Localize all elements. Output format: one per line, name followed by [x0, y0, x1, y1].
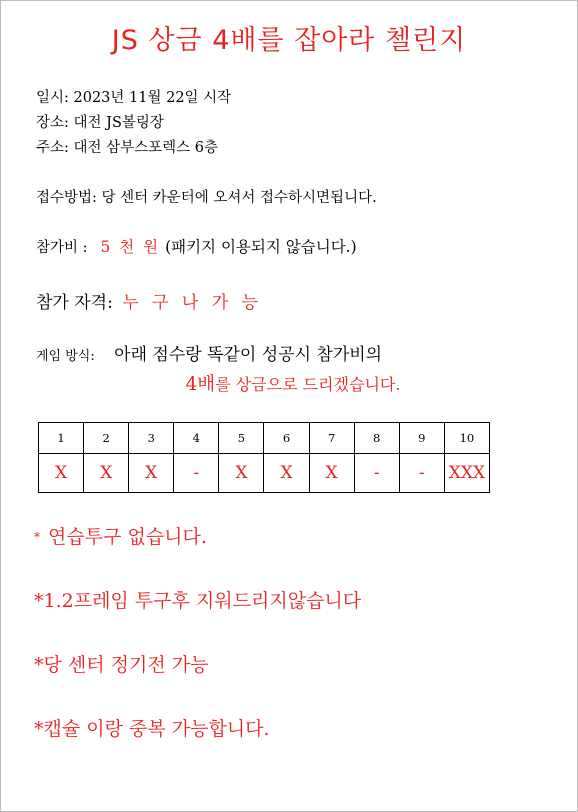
frame-mark-cell: X	[129, 454, 174, 493]
note-no-erase: *1.2프레임 투구후 지워드리지않습니다	[34, 590, 362, 612]
frame-mark-cell: X	[219, 454, 264, 493]
game-method	[36, 340, 382, 365]
frame-number-cell: 10	[444, 423, 489, 454]
frame-number-cell: 1	[39, 423, 84, 454]
frame-number-cell: 5	[219, 423, 264, 454]
prize-multiplier: 4배	[185, 374, 216, 395]
game-method-line1: 아래 점수랑 똑같이 성공시 참가비의	[114, 345, 383, 365]
note-asterisk: *	[34, 530, 40, 544]
event-place: 장소: 대전 JS볼링장	[36, 115, 164, 131]
frame-mark-cell: -	[174, 454, 219, 493]
frame-mark-cell: -	[354, 454, 399, 493]
frame-mark-cell: XXX	[444, 454, 489, 493]
qualification-label: 참가 자격:	[36, 293, 113, 313]
frame-number-row	[39, 423, 490, 454]
entry-fee-value: 5 천 원	[100, 238, 161, 256]
frame-number-cell: 8	[354, 423, 399, 454]
frame-mark-cell: -	[399, 454, 444, 493]
frame-number-cell: 2	[84, 423, 129, 454]
frame-mark-cell: X	[264, 454, 309, 493]
qualification	[36, 288, 262, 313]
game-method-line2	[0, 370, 578, 396]
note-capsule-ok: *캡슐 이랑 중복 가능합니다.	[34, 718, 270, 740]
entry-fee-label: 참가비 :	[36, 240, 88, 256]
entry-fee	[36, 235, 357, 257]
frame-mark-cell: X	[39, 454, 84, 493]
frame-mark-cell: X	[84, 454, 129, 493]
page-title: JS 상금 4배를 잡아라 첼린지	[111, 25, 467, 56]
event-address: 주소: 대전 삼부스포렉스 6층	[36, 140, 219, 156]
frame-number-cell: 9	[399, 423, 444, 454]
note-no-practice-text: 연습투구 없습니다.	[48, 526, 207, 548]
qualification-value: 누 구 나 가 능	[122, 293, 262, 313]
frame-mark-cell: X	[309, 454, 354, 493]
entry-fee-note: (패키지 이용되지 않습니다.)	[165, 238, 357, 256]
note-no-practice	[34, 522, 207, 549]
frame-number-cell: 4	[174, 423, 219, 454]
frame-number-cell: 6	[264, 423, 309, 454]
score-table	[38, 422, 490, 493]
note-league-ok: *당 센터 정기전 가능	[34, 654, 209, 676]
frame-number-cell: 7	[309, 423, 354, 454]
event-date: 일시: 2023년 11월 22일 시작	[36, 90, 232, 106]
frame-number-cell: 3	[129, 423, 174, 454]
registration-method: 접수방법: 당 센터 카운터에 오셔서 접수하시면됩니다.	[36, 190, 377, 206]
frame-mark-row	[39, 454, 490, 493]
game-method-label: 게임 방식:	[36, 349, 95, 364]
game-method-line2-text: 를 상금으로 드리겠습니다.	[215, 375, 401, 394]
